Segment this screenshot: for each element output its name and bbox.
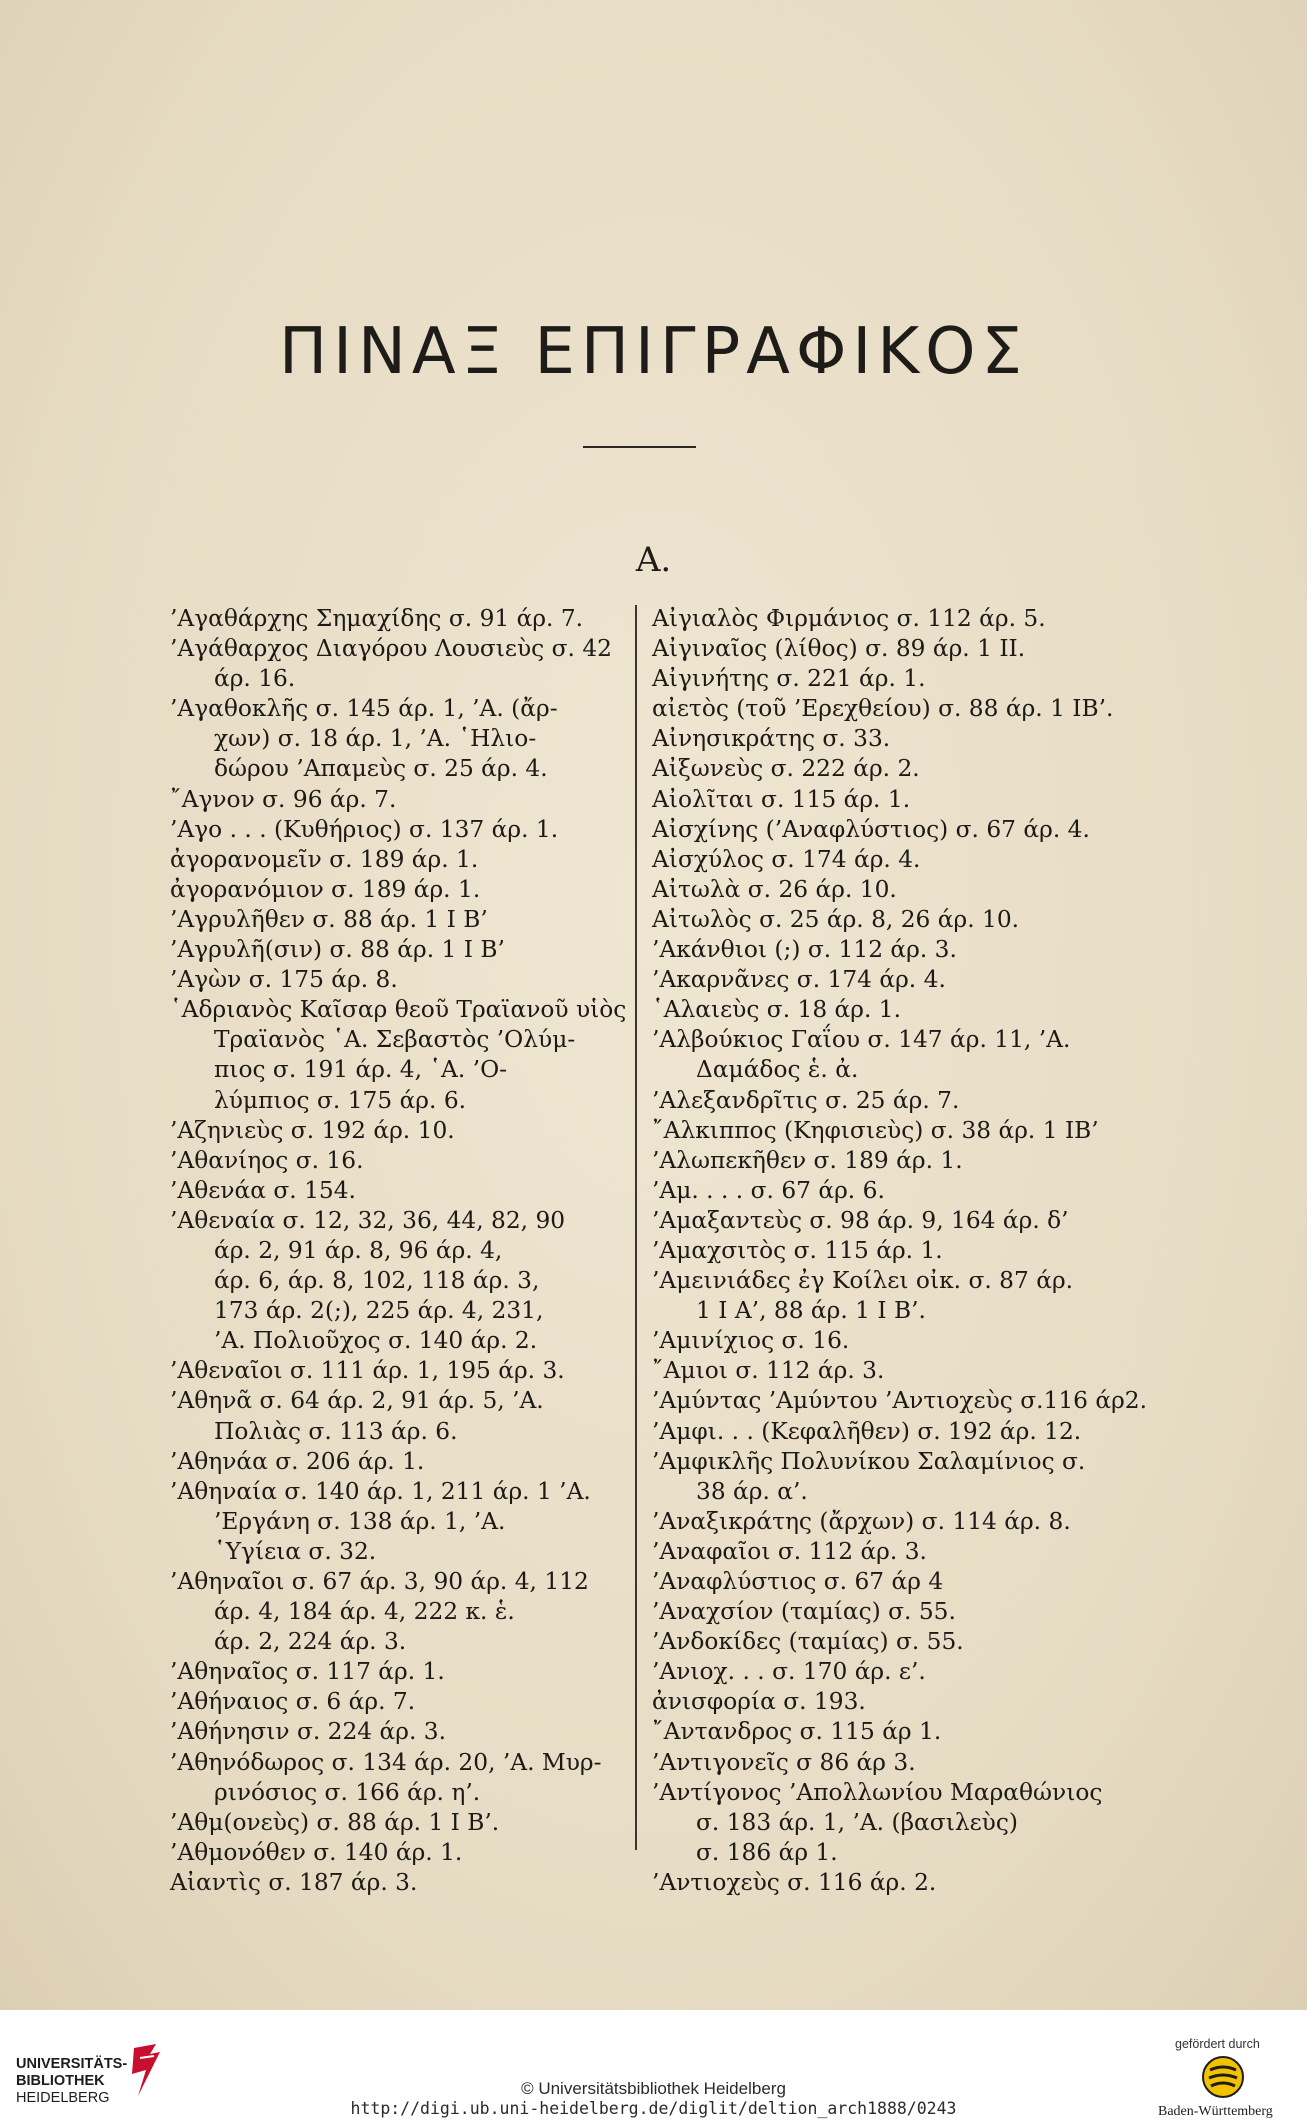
index-entry: ’Αγρυλῆ(σιν) σ. 88 άρ. 1 Ι Β’ [170, 936, 505, 964]
library-name-line: BIBLIOTHEK [16, 2073, 105, 2089]
index-entry: ’Ανδοκίδες (ταμίας) σ. 55. [652, 1628, 964, 1656]
index-entry: ’Ακαρνᾶνες σ. 174 άρ. 4. [652, 966, 946, 994]
index-entry: ’Αγὼν σ. 175 άρ. 8. [170, 966, 398, 994]
index-entry: ’Αζηνιεὺς σ. 192 άρ. 10. [170, 1116, 455, 1144]
index-entry: ’Αντίγονος ’Απολλωνίου Μαραθώνιος [652, 1778, 1103, 1806]
index-entry-continuation: δώρου ’Απαμεὺς σ. 25 άρ. 4. [214, 755, 548, 783]
index-entry: ’Αμινίχιος σ. 16. [652, 1327, 850, 1355]
index-entry-continuation: 38 άρ. α’. [696, 1477, 808, 1505]
page-title: ΠΙΝΑΞ ΕΠΙΓΡΑΦΙΚΟΣ [279, 315, 1028, 389]
index-entry: ’Αμφικλῆς Πολυνίκου Σαλαμίνιος σ. [652, 1447, 1086, 1475]
index-entry: ’Αθηνάα σ. 206 άρ. 1. [170, 1447, 425, 1475]
index-entry-continuation: άρ. 4, 184 άρ. 4, 222 κ. ἑ. [214, 1598, 515, 1626]
index-entry: ’Αλεξανδρῖτις σ. 25 άρ. 7. [652, 1086, 960, 1114]
index-entry-continuation: 173 άρ. 2(;), 225 άρ. 4, 231, [214, 1297, 544, 1325]
index-entry: ’Αθανίηος σ. 16. [170, 1146, 364, 1174]
index-entry: ’Αθεναῖοι σ. 111 άρ. 1, 195 άρ. 3. [170, 1357, 565, 1385]
title-rule [583, 446, 696, 448]
index-entry: ’Αθηνόδωρος σ. 134 άρ. 20, ’Α. Μυρ- [170, 1748, 602, 1776]
funder-name: Baden-Württemberg [1158, 2104, 1273, 2119]
index-entry: ’Αναχσίον (ταμίας) σ. 55. [652, 1598, 956, 1626]
index-entry: ’Ακάνθιοι (;) σ. 112 άρ. 3. [652, 936, 957, 964]
index-entry: ’Αθηναία σ. 140 άρ. 1, 211 άρ. 1 ’Α. [170, 1477, 591, 1505]
index-entry: ’Αναξικράτης (ἄρχων) σ. 114 άρ. 8. [652, 1507, 1071, 1535]
index-entry: αἰετὸς (τοῦ ’Ερεχθείου) σ. 88 άρ. 1 ΙΒ’. [652, 695, 1114, 723]
index-column-left [170, 604, 640, 1898]
index-entry: ’Αμύντας ’Αμύντου ’Αντιοχεὺς σ.116 άρ2. [652, 1387, 1148, 1415]
index-entry-continuation: χων) σ. 18 άρ. 1, ’Α. ῾Ηλιο- [214, 725, 537, 753]
index-entry-continuation: σ. 183 άρ. 1, ’Α. (βασιλεὺς) [696, 1808, 1018, 1836]
index-entry: ’Αλωπεκῆθεν σ. 189 άρ. 1. [652, 1146, 963, 1174]
coat-of-arms-icon [1198, 2054, 1248, 2100]
index-entry-continuation: 1 Ι Α’, 88 άρ. 1 Ι Β’. [696, 1297, 926, 1325]
copyright-notice: © Universitätsbibliothek Heidelberg [521, 2079, 786, 2098]
index-entry-continuation: άρ. 2, 91 άρ. 8, 96 άρ. 4, [214, 1236, 503, 1264]
permalink-url[interactable]: http://digi.ub.uni-heidelberg.de/diglit/deltion_arch1888/0243 [350, 2099, 957, 2118]
index-entry: Αἰσχύλος σ. 174 άρ. 4. [652, 845, 921, 873]
section-letter: Α. [635, 540, 672, 580]
index-entry: ’Αθμ(ονεὺς) σ. 88 άρ. 1 Ι Β’. [170, 1808, 500, 1836]
index-entry: ’Αγο . . . (Κυθήριος) σ. 137 άρ. 1. [170, 815, 559, 843]
index-entry: ἀνισφορία σ. 193. [652, 1688, 866, 1716]
library-name-line: UNIVERSITÄTS- [16, 2056, 128, 2072]
index-entry: ’Αθεναία σ. 12, 32, 36, 44, 82, 90 [170, 1206, 566, 1234]
index-entry: Αἰγιαλὸς Φιρμάνιος σ. 112 άρ. 5. [652, 605, 1046, 632]
index-entry: ’Αντιγονεῖς σ 86 άρ 3. [652, 1748, 916, 1776]
index-entry: ῎Αλκιππος (Κηφισιεὺς) σ. 38 άρ. 1 ΙΒ’ [652, 1116, 1099, 1144]
index-entry: ’Αθενάα σ. 154. [170, 1176, 356, 1204]
index-entry-continuation: άρ. 6, άρ. 8, 102, 118 άρ. 3, [214, 1267, 540, 1295]
index-entry-continuation: ῾Υγίεια σ. 32. [214, 1537, 377, 1565]
index-entry: ’Αμφι. . . (Κεφαλῆθεν) σ. 192 άρ. 12. [652, 1417, 1082, 1445]
index-entry-continuation: άρ. 16. [214, 665, 296, 693]
index-entry-continuation: άρ. 2, 224 άρ. 3. [214, 1628, 407, 1656]
index-entry: ’Αθήνησιν σ. 224 άρ. 3. [170, 1718, 446, 1746]
index-entry: Αἰτωλὸς σ. 25 άρ. 8, 26 άρ. 10. [652, 905, 1020, 933]
index-entry-continuation: Πολιὰς σ. 113 άρ. 6. [214, 1417, 458, 1445]
index-entry: ’Αγαθοκλῆς σ. 145 άρ. 1, ’Α. (ἄρ- [170, 695, 558, 723]
index-entry: ’Αθηναῖος σ. 117 άρ. 1. [170, 1658, 445, 1686]
index-entry: ’Αναφλύστιος σ. 67 άρ 4 [652, 1568, 944, 1595]
index-entry: Αἰολῖται σ. 115 άρ. 1. [652, 785, 911, 813]
index-entry: ἀγορανόμιον σ. 189 άρ. 1. [170, 875, 481, 903]
index-entry: ῾Αλαιεὺς σ. 18 άρ. 1. [652, 996, 902, 1024]
index-entry: ῎Αγνον σ. 96 άρ. 7. [170, 785, 397, 813]
index-entry: ’Αμαξαντεὺς σ. 98 άρ. 9, 164 άρ. δ’ [652, 1206, 1069, 1234]
index-entry-continuation: Δαμάδος ἑ. ἀ. [696, 1056, 859, 1084]
column-divider [635, 605, 637, 1850]
index-entry: ’Αλβούκιος Γαΐου σ. 147 άρ. 11, ’Α. [652, 1026, 1071, 1054]
index-entry: ’Αθμονόθεν σ. 140 άρ. 1. [170, 1838, 463, 1866]
index-entry: Αἰξωνεὺς σ. 222 άρ. 2. [652, 755, 920, 783]
index-entry-continuation: Τραϊανὸς ῾Α. Σεβαστὸς ’Ολύμ- [214, 1026, 576, 1054]
university-library-logo-icon [16, 2036, 17, 2037]
index-entry: ἀγορανομεῖν σ. 189 άρ. 1. [170, 845, 479, 873]
index-entry: Αἰγιναῖος (λίθος) σ. 89 άρ. 1 ΙΙ. [652, 635, 1026, 663]
index-entry: ῎Αντανδρος σ. 115 άρ 1. [652, 1718, 942, 1746]
index-entry: ’Αγαθάρχης Σημαχίδης σ. 91 άρ. 7. [170, 605, 584, 632]
index-entry-continuation: ’Α. Πολιοῦχος σ. 140 άρ. 2. [214, 1327, 538, 1355]
index-entry: Αἰνησικράτης σ. 33. [652, 725, 891, 753]
index-entry-continuation: λύμπιος σ. 175 άρ. 6. [214, 1086, 467, 1114]
index-entry-continuation: ’Εργάνη σ. 138 άρ. 1, ’Α. [214, 1507, 506, 1535]
index-entry: ’Αγάθαρχος Διαγόρου Λουσιεὺς σ. 42 [170, 635, 612, 663]
index-entry: Αἰαντὶς σ. 187 άρ. 3. [170, 1868, 418, 1896]
library-name-line: HEIDELBERG [16, 2090, 110, 2106]
index-entry: ’Αγρυλῆθεν σ. 88 άρ. 1 Ι Β’ [170, 905, 488, 933]
index-entry-continuation: πιος σ. 191 άρ. 4, ῾Α. ’Ο- [214, 1056, 508, 1084]
index-entry: ’Αντιοχεὺς σ. 116 άρ. 2. [652, 1868, 937, 1896]
index-entry: Αἰσχίνης (’Αναφλύστιος) σ. 67 άρ. 4. [652, 815, 1090, 843]
index-entry: ’Αμεινιάδες ἐγ Κοίλει οἰκ. σ. 87 άρ. [652, 1267, 1074, 1295]
index-entry: ’Αμ. . . . σ. 67 άρ. 6. [652, 1176, 885, 1204]
index-entry-continuation: σ. 186 άρ 1. [696, 1838, 838, 1866]
index-entry: ’Ανιοχ. . . σ. 170 άρ. ε’. [652, 1658, 926, 1686]
funder-label: gefördert durch [1175, 2037, 1260, 2051]
index-entry: ῾Αδριανὸς Καῖσαρ θεοῦ Τραϊανοῦ υἱὸς [170, 996, 627, 1024]
index-entry: Αἰγινήτης σ. 221 άρ. 1. [652, 665, 926, 693]
index-entry: ’Αθηναῖοι σ. 67 άρ. 3, 90 άρ. 4, 112 [170, 1568, 589, 1595]
index-entry: ’Αναφαῖοι σ. 112 άρ. 3. [652, 1537, 927, 1565]
index-entry-continuation: ρινόσιος σ. 166 άρ. η’. [214, 1778, 481, 1806]
index-entry: Αἰτωλὰ σ. 26 άρ. 10. [652, 875, 897, 903]
index-entry: ’Αθηνᾶ σ. 64 άρ. 2, 91 άρ. 5, ’Α. [170, 1387, 544, 1415]
index-entry: ’Αθήναιος σ. 6 άρ. 7. [170, 1688, 416, 1716]
index-entry: ῎Αμιοι σ. 112 άρ. 3. [652, 1357, 885, 1385]
index-column-right [652, 604, 1148, 1898]
index-entry: ’Αμαχσιτὸς σ. 115 άρ. 1. [652, 1236, 943, 1264]
